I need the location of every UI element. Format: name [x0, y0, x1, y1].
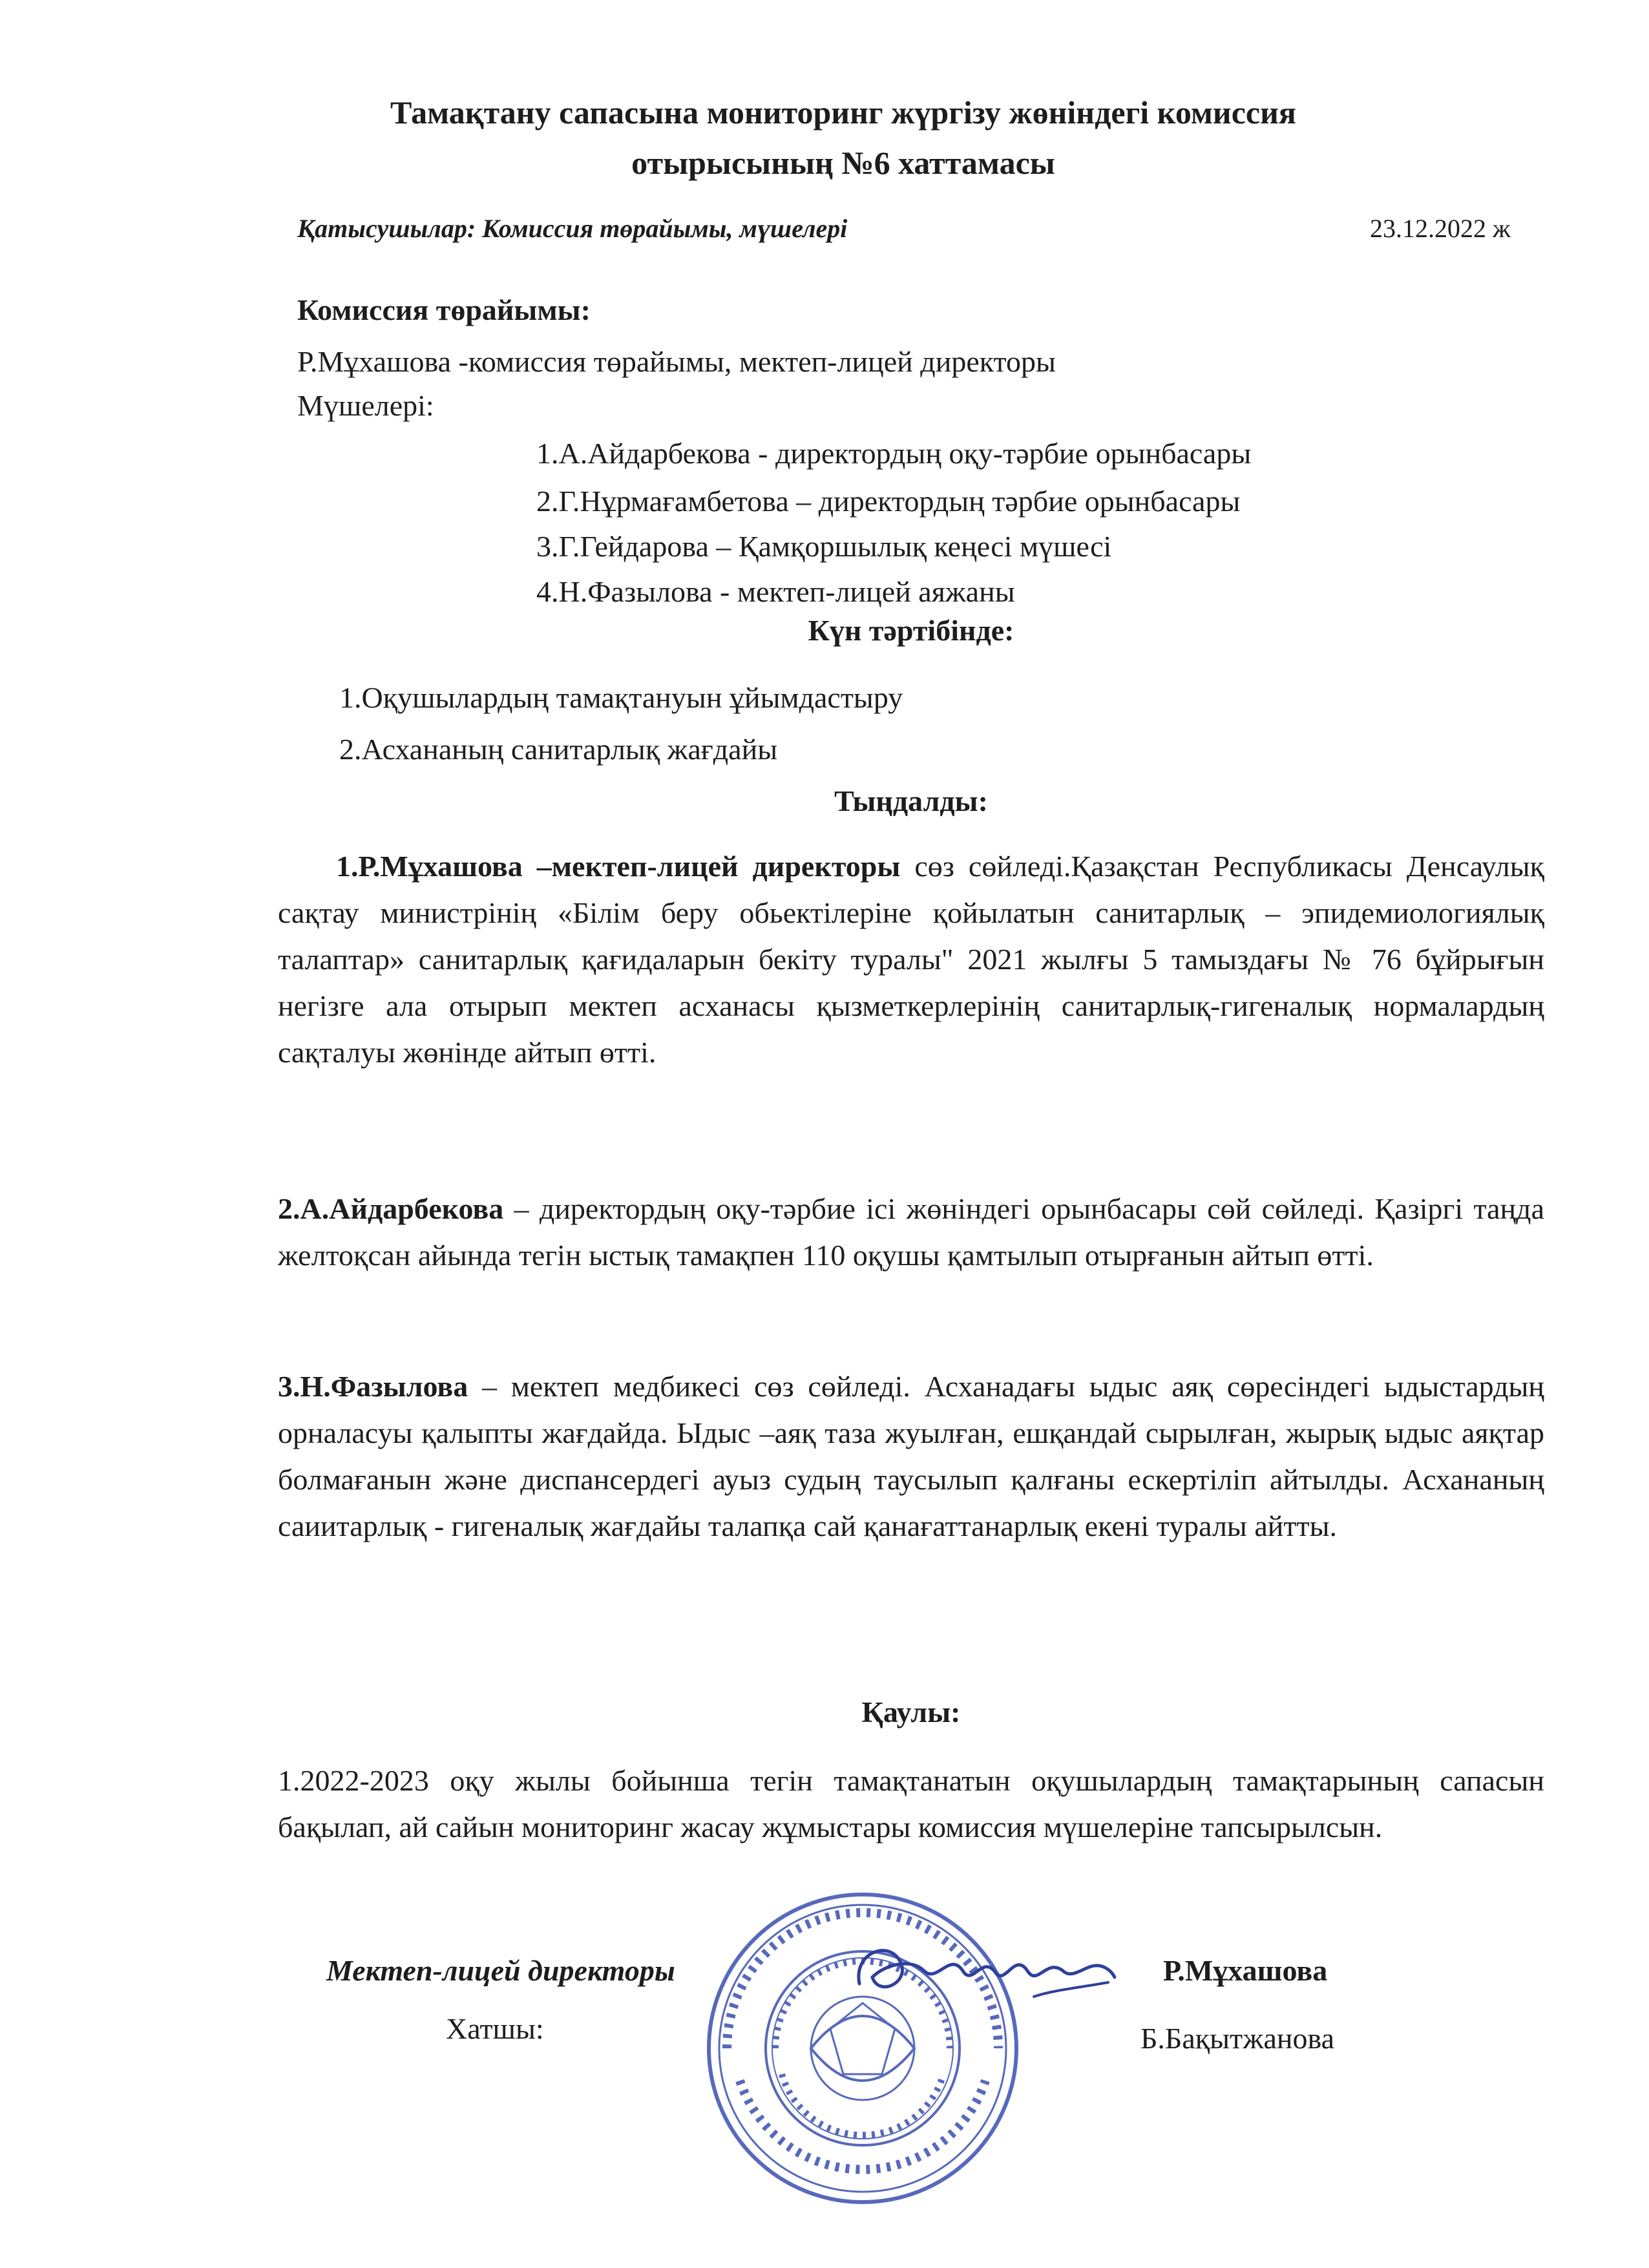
director-label: Мектеп-лицей директоры [326, 1954, 675, 1987]
heard-paragraph-1 [278, 843, 1544, 1076]
paragraph-text: сөз сөйледі.Қазақстан Республикасы Денсаулық сақтау министрінің «Білім беру обьектілеріне қойылатын санитарлық – эпидемиологиялық талаптар» санитарлық қағидаларын бекіту туралы" 2021 жылғы 5 тамыздағы № 76 бұйрығын негізге ала отырып мектеп асханасы қызметкерлерінің санитарлық-гигеналық нормалардың сақталуы жөнінде айтып өтті. [278, 850, 1544, 1069]
chair-line: Р.Мұхашова -комиссия төрайымы, мектеп-лицей директоры [297, 345, 1056, 378]
agenda-item: 2.Асхананың санитарлық жағдайы [339, 733, 778, 766]
members-heading: Мүшелері: [297, 389, 434, 422]
document-title-line-2: отырысының №6 хаттамасы [631, 145, 1055, 181]
speaker-name: 1.Р.Мұхашова –мектеп-лицей директоры [336, 850, 901, 883]
member-item: 3.Г.Гейдарова – Қамқоршылық кеңесі мүшесі [536, 530, 1112, 563]
agenda-item: 1.Оқушылардың тамақтануын ұйымдастыру [339, 681, 903, 714]
signature-mark [840, 1926, 1118, 2016]
resolution-heading: Қаулы: [861, 1696, 961, 1728]
member-item: 1.А.Айдарбекова - директордың оқу-тәрбие орынбасары [536, 437, 1252, 470]
speaker-name: 3.Н.Фазылова [278, 1370, 468, 1403]
speaker-name: 2.А.Айдарбекова [278, 1192, 504, 1225]
member-item: 4.Н.Фазылова - мектеп-лицей аяжаны [536, 575, 1015, 608]
chair-heading: Комиссия төрайымы: [297, 293, 591, 326]
resolution-text: 1.2022-2023 оқу жылы бойынша тегін тамақтанатын оқушылардың тамақтарының сапасын бақылап, ай сайын мониторинг жасау жұмыстары комиссия мүшелеріне тапсырылсын. [278, 1764, 1544, 1843]
agenda-heading: Күн тәртібінде: [808, 614, 1014, 647]
member-item: 2.Г.Нұрмағамбетова – директордың тәрбие орынбасары [536, 485, 1241, 518]
participants-line: Қатысушылар: Комиссия төрайымы, мүшелері [297, 214, 848, 243]
director-name: Р.Мұхашова [1163, 1954, 1328, 1987]
paragraph-text: – директордың оқу-тәрбие ісі жөніндегі орынбасары сөй сөйледі. Қазіргі таңда желтоқсан айында тегін ыстық тамақпен 110 оқушы қамтылып отырғанын айтып өтті. [278, 1192, 1544, 1272]
heard-paragraph-3 [278, 1363, 1544, 1549]
heard-heading: Тыңдалды: [834, 784, 988, 817]
document-title-line-1: Тамақтану сапасына мониторинг жүргізу жөніндегі комиссия [390, 94, 1296, 131]
paragraph-text: – мектеп медбикесі сөз сөйледі. Асханадағы ыдыс аяқ сөресіндегі ыдыстардың орналасуы қалыпты жағдайда. Ыдыс –аяқ таза жуылған, ешқандай сырылған, жырық ыдыс аяқтар болмағанын және диспансердегі ауыз судың таусылып қалғаны ескертіліп айтылды. Асхананың саиитарлық - гигеналық жағдайы талапқа сай қанағаттанарлық екені туралы айтты. [278, 1370, 1544, 1542]
secretary-name: Б.Бақытжанова [1140, 2022, 1335, 2055]
heard-paragraph-2 [278, 1186, 1544, 1279]
document-date: 23.12.2022 ж [1370, 214, 1511, 243]
secretary-label: Хатшы: [446, 2012, 544, 2045]
